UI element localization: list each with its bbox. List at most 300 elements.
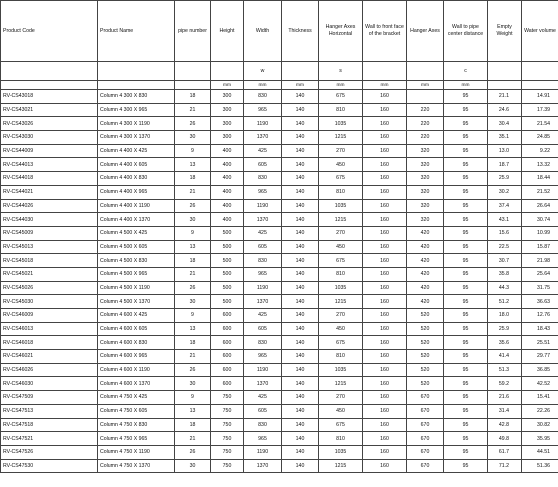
cell-hanger_h: 450 <box>319 158 363 172</box>
cell-pipes: 30 <box>175 213 211 227</box>
cell-width: 605 <box>244 240 282 254</box>
cell-code: RV-CS45013 <box>1 240 98 254</box>
cell-wall_pipe: 95 <box>444 172 488 186</box>
cell-hanger_h: 450 <box>319 404 363 418</box>
cell-name: Column 4 600 X 965 <box>98 350 175 364</box>
cell-thickness: 140 <box>282 158 319 172</box>
cell-water: 42.52 <box>522 377 558 391</box>
cell-code: RV-CS45026 <box>1 281 98 295</box>
cell-hanger_h: 1035 <box>319 117 363 131</box>
cell-width: 1370 <box>244 131 282 145</box>
table-row <box>1 281 558 295</box>
table-row <box>1 350 558 364</box>
cell-pipes: 21 <box>175 350 211 364</box>
cell-wall_bracket: 160 <box>363 131 407 145</box>
column-unit-code <box>1 81 98 90</box>
table-row <box>1 158 558 172</box>
cell-wall_pipe: 95 <box>444 226 488 240</box>
cell-water: 13.32 <box>522 158 558 172</box>
cell-hanger_h: 270 <box>319 391 363 405</box>
cell-wall_bracket: 160 <box>363 240 407 254</box>
column-unit-water <box>522 81 558 90</box>
cell-pipes: 21 <box>175 103 211 117</box>
column-header-height: Height <box>211 1 244 62</box>
cell-water: 36.85 <box>522 363 558 377</box>
table-row <box>1 226 558 240</box>
cell-wall_bracket: 160 <box>363 309 407 323</box>
cell-wall_pipe: 95 <box>444 377 488 391</box>
cell-name: Column 4 400 X 1370 <box>98 213 175 227</box>
cell-width: 1190 <box>244 117 282 131</box>
cell-wall_bracket: 160 <box>363 445 407 459</box>
cell-hanger_h: 1035 <box>319 363 363 377</box>
cell-pipes: 26 <box>175 363 211 377</box>
cell-pipes: 26 <box>175 281 211 295</box>
cell-width: 830 <box>244 172 282 186</box>
table-row <box>1 377 558 391</box>
cell-wall_pipe: 95 <box>444 185 488 199</box>
column-unit-hanger_axes: mm <box>407 81 444 90</box>
cell-width: 965 <box>244 185 282 199</box>
cell-pipes: 9 <box>175 391 211 405</box>
cell-height: 300 <box>211 117 244 131</box>
cell-height: 500 <box>211 267 244 281</box>
cell-height: 400 <box>211 158 244 172</box>
cell-thickness: 140 <box>282 172 319 186</box>
cell-wall_bracket: 160 <box>363 350 407 364</box>
column-symbol-weight <box>488 62 522 81</box>
table-row <box>1 336 558 350</box>
table-row <box>1 90 558 104</box>
cell-weight: 24.6 <box>488 103 522 117</box>
column-header-code: Product Code <box>1 1 98 62</box>
cell-wall_bracket: 160 <box>363 418 407 432</box>
column-header-hanger_axes: Hanger Axes <box>407 1 444 62</box>
cell-width: 965 <box>244 103 282 117</box>
cell-water: 14.91 <box>522 90 558 104</box>
cell-thickness: 140 <box>282 254 319 268</box>
column-unit-pipes <box>175 81 211 90</box>
cell-width: 1190 <box>244 281 282 295</box>
cell-wall_pipe: 95 <box>444 281 488 295</box>
cell-water: 21.52 <box>522 185 558 199</box>
cell-width: 1190 <box>244 363 282 377</box>
cell-thickness: 140 <box>282 295 319 309</box>
cell-hanger_axes: 520 <box>407 350 444 364</box>
cell-width: 605 <box>244 158 282 172</box>
cell-wall_bracket: 160 <box>363 281 407 295</box>
cell-hanger_axes: 520 <box>407 377 444 391</box>
cell-water: 22.26 <box>522 404 558 418</box>
cell-wall_bracket: 160 <box>363 267 407 281</box>
column-symbol-wall_pipe: c <box>444 62 488 81</box>
cell-thickness: 140 <box>282 377 319 391</box>
cell-name: Column 4 500 X 1370 <box>98 295 175 309</box>
cell-hanger_h: 675 <box>319 90 363 104</box>
cell-weight: 59.2 <box>488 377 522 391</box>
cell-water: 30.82 <box>522 418 558 432</box>
cell-width: 425 <box>244 309 282 323</box>
cell-hanger_axes: 220 <box>407 131 444 145</box>
cell-name: Column 4 600 X 1190 <box>98 363 175 377</box>
column-symbol-code <box>1 62 98 81</box>
cell-name: Column 4 750 X 1370 <box>98 459 175 473</box>
column-header-wall_bracket: Wall to front face of the bracket <box>363 1 407 62</box>
cell-weight: 22.5 <box>488 240 522 254</box>
cell-width: 830 <box>244 90 282 104</box>
cell-thickness: 140 <box>282 117 319 131</box>
cell-water: 18.43 <box>522 322 558 336</box>
cell-height: 500 <box>211 254 244 268</box>
cell-width: 1370 <box>244 213 282 227</box>
cell-wall_bracket: 160 <box>363 226 407 240</box>
cell-weight: 37.4 <box>488 199 522 213</box>
cell-height: 750 <box>211 391 244 405</box>
cell-pipes: 18 <box>175 90 211 104</box>
cell-water: 51.36 <box>522 459 558 473</box>
table-row <box>1 404 558 418</box>
cell-weight: 13.0 <box>488 144 522 158</box>
cell-thickness: 140 <box>282 350 319 364</box>
cell-hanger_h: 450 <box>319 322 363 336</box>
cell-water: 30.74 <box>522 213 558 227</box>
cell-weight: 18.7 <box>488 158 522 172</box>
cell-hanger_axes: 520 <box>407 309 444 323</box>
cell-hanger_axes: 420 <box>407 281 444 295</box>
cell-hanger_h: 1035 <box>319 199 363 213</box>
cell-hanger_h: 810 <box>319 267 363 281</box>
cell-hanger_axes: 420 <box>407 267 444 281</box>
cell-thickness: 140 <box>282 199 319 213</box>
cell-hanger_h: 810 <box>319 350 363 364</box>
column-symbol-wall_bracket <box>363 62 407 81</box>
cell-code: RV-CS45009 <box>1 226 98 240</box>
cell-height: 750 <box>211 459 244 473</box>
cell-water: 25.64 <box>522 267 558 281</box>
cell-hanger_axes: 320 <box>407 185 444 199</box>
cell-water: 35.95 <box>522 432 558 446</box>
cell-hanger_axes: 320 <box>407 199 444 213</box>
cell-weight: 51.2 <box>488 295 522 309</box>
table-row <box>1 144 558 158</box>
cell-pipes: 30 <box>175 459 211 473</box>
table-row <box>1 309 558 323</box>
table-row <box>1 185 558 199</box>
cell-wall_bracket: 160 <box>363 213 407 227</box>
cell-pipes: 26 <box>175 117 211 131</box>
cell-width: 1370 <box>244 377 282 391</box>
cell-wall_bracket: 160 <box>363 322 407 336</box>
cell-code: RV-CS44021 <box>1 185 98 199</box>
cell-wall_pipe: 95 <box>444 90 488 104</box>
cell-wall_bracket: 160 <box>363 103 407 117</box>
cell-height: 400 <box>211 185 244 199</box>
cell-pipes: 9 <box>175 144 211 158</box>
cell-name: Column 4 400 X 830 <box>98 172 175 186</box>
cell-code: RV-CS44013 <box>1 158 98 172</box>
cell-code: RV-CS43030 <box>1 131 98 145</box>
table-row <box>1 254 558 268</box>
cell-code: RV-CS46009 <box>1 309 98 323</box>
header-labels-row <box>1 1 558 62</box>
table-row <box>1 117 558 131</box>
header-units-row <box>1 81 558 90</box>
cell-weight: 35.6 <box>488 336 522 350</box>
cell-width: 1370 <box>244 295 282 309</box>
cell-name: Column 4 300 X 1370 <box>98 131 175 145</box>
cell-hanger_h: 270 <box>319 144 363 158</box>
cell-code: RV-CS46018 <box>1 336 98 350</box>
cell-weight: 25.9 <box>488 172 522 186</box>
cell-hanger_h: 1215 <box>319 131 363 145</box>
cell-hanger_axes: 220 <box>407 103 444 117</box>
cell-height: 600 <box>211 350 244 364</box>
cell-hanger_axes: 520 <box>407 336 444 350</box>
cell-name: Column 4 300 X 1190 <box>98 117 175 131</box>
cell-thickness: 140 <box>282 185 319 199</box>
column-header-thickness: Thickness <box>282 1 319 62</box>
cell-wall_pipe: 95 <box>444 404 488 418</box>
cell-pipes: 13 <box>175 322 211 336</box>
cell-name: Column 4 300 X 830 <box>98 90 175 104</box>
cell-name: Column 4 750 X 425 <box>98 391 175 405</box>
cell-thickness: 140 <box>282 103 319 117</box>
cell-width: 1190 <box>244 199 282 213</box>
cell-wall_bracket: 160 <box>363 432 407 446</box>
cell-wall_bracket: 160 <box>363 254 407 268</box>
cell-hanger_h: 270 <box>319 226 363 240</box>
cell-pipes: 9 <box>175 226 211 240</box>
cell-code: RV-CS44026 <box>1 199 98 213</box>
column-symbol-thickness <box>282 62 319 81</box>
cell-width: 1370 <box>244 459 282 473</box>
cell-hanger_axes: 420 <box>407 254 444 268</box>
table-row <box>1 172 558 186</box>
cell-hanger_axes: 670 <box>407 432 444 446</box>
cell-wall_bracket: 160 <box>363 90 407 104</box>
cell-height: 750 <box>211 404 244 418</box>
cell-water: 9.22 <box>522 144 558 158</box>
cell-pipes: 18 <box>175 418 211 432</box>
cell-hanger_axes: 670 <box>407 445 444 459</box>
cell-hanger_axes: 520 <box>407 363 444 377</box>
cell-water: 18.44 <box>522 172 558 186</box>
cell-water: 21.54 <box>522 117 558 131</box>
table-row <box>1 267 558 281</box>
table-row <box>1 103 558 117</box>
cell-wall_pipe: 95 <box>444 267 488 281</box>
cell-weight: 25.9 <box>488 322 522 336</box>
cell-hanger_axes: 670 <box>407 459 444 473</box>
cell-hanger_axes: 320 <box>407 158 444 172</box>
cell-hanger_h: 1215 <box>319 459 363 473</box>
column-symbol-width: w <box>244 62 282 81</box>
cell-thickness: 140 <box>282 213 319 227</box>
cell-hanger_h: 675 <box>319 336 363 350</box>
table-row <box>1 391 558 405</box>
cell-thickness: 140 <box>282 418 319 432</box>
cell-name: Column 4 600 X 1370 <box>98 377 175 391</box>
cell-water: 12.76 <box>522 309 558 323</box>
cell-weight: 30.2 <box>488 185 522 199</box>
cell-wall_pipe: 95 <box>444 199 488 213</box>
cell-code: RV-CS46026 <box>1 363 98 377</box>
cell-pipes: 21 <box>175 267 211 281</box>
cell-code: RV-CS47530 <box>1 459 98 473</box>
cell-hanger_axes: 670 <box>407 404 444 418</box>
cell-hanger_axes: 320 <box>407 172 444 186</box>
cell-width: 830 <box>244 336 282 350</box>
cell-pipes: 18 <box>175 336 211 350</box>
cell-weight: 43.1 <box>488 213 522 227</box>
cell-thickness: 140 <box>282 322 319 336</box>
cell-weight: 35.1 <box>488 131 522 145</box>
cell-thickness: 140 <box>282 445 319 459</box>
cell-hanger_h: 810 <box>319 185 363 199</box>
cell-water: 29.77 <box>522 350 558 364</box>
cell-wall_pipe: 95 <box>444 213 488 227</box>
cell-wall_pipe: 95 <box>444 254 488 268</box>
cell-wall_pipe: 95 <box>444 131 488 145</box>
cell-hanger_h: 810 <box>319 103 363 117</box>
cell-thickness: 140 <box>282 90 319 104</box>
table-body <box>1 90 558 473</box>
cell-code: RV-CS44009 <box>1 144 98 158</box>
table-row <box>1 445 558 459</box>
cell-wall_pipe: 95 <box>444 459 488 473</box>
cell-wall_pipe: 95 <box>444 418 488 432</box>
cell-wall_pipe: 95 <box>444 309 488 323</box>
cell-code: RV-CS44018 <box>1 172 98 186</box>
cell-weight: 21.1 <box>488 90 522 104</box>
cell-height: 300 <box>211 131 244 145</box>
table-row <box>1 295 558 309</box>
cell-water: 21.98 <box>522 254 558 268</box>
table-row <box>1 418 558 432</box>
column-header-hanger_h: Hanger Axes Horizontal <box>319 1 363 62</box>
cell-weight: 71.2 <box>488 459 522 473</box>
cell-width: 425 <box>244 144 282 158</box>
column-symbol-pipes <box>175 62 211 81</box>
cell-water: 17.39 <box>522 103 558 117</box>
cell-height: 500 <box>211 226 244 240</box>
cell-name: Column 4 750 X 830 <box>98 418 175 432</box>
cell-width: 425 <box>244 391 282 405</box>
cell-pipes: 13 <box>175 158 211 172</box>
cell-height: 400 <box>211 172 244 186</box>
cell-hanger_h: 1215 <box>319 295 363 309</box>
column-header-name: Product Name <box>98 1 175 62</box>
cell-thickness: 140 <box>282 432 319 446</box>
column-header-pipes: pipe number <box>175 1 211 62</box>
cell-wall_pipe: 95 <box>444 432 488 446</box>
cell-wall_bracket: 160 <box>363 459 407 473</box>
cell-height: 750 <box>211 418 244 432</box>
cell-pipes: 30 <box>175 295 211 309</box>
cell-name: Column 4 500 X 425 <box>98 226 175 240</box>
cell-weight: 61.7 <box>488 445 522 459</box>
cell-thickness: 140 <box>282 363 319 377</box>
cell-name: Column 4 500 X 1190 <box>98 281 175 295</box>
cell-code: RV-CS46021 <box>1 350 98 364</box>
cell-name: Column 4 500 X 830 <box>98 254 175 268</box>
cell-wall_bracket: 160 <box>363 144 407 158</box>
cell-height: 300 <box>211 103 244 117</box>
cell-wall_pipe: 95 <box>444 117 488 131</box>
cell-wall_pipe: 95 <box>444 363 488 377</box>
cell-code: RV-CS44030 <box>1 213 98 227</box>
cell-width: 605 <box>244 404 282 418</box>
cell-code: RV-CS47518 <box>1 418 98 432</box>
cell-pipes: 9 <box>175 309 211 323</box>
cell-name: Column 4 500 X 965 <box>98 267 175 281</box>
cell-water: 25.51 <box>522 336 558 350</box>
cell-hanger_h: 1215 <box>319 377 363 391</box>
cell-hanger_h: 810 <box>319 432 363 446</box>
cell-weight: 49.8 <box>488 432 522 446</box>
cell-height: 750 <box>211 432 244 446</box>
cell-wall_bracket: 160 <box>363 158 407 172</box>
cell-hanger_h: 1215 <box>319 213 363 227</box>
cell-width: 605 <box>244 322 282 336</box>
header-symbols-row <box>1 62 558 81</box>
cell-code: RV-CS43021 <box>1 103 98 117</box>
cell-name: Column 4 600 X 425 <box>98 309 175 323</box>
cell-weight: 30.7 <box>488 254 522 268</box>
column-unit-wall_pipe: mm <box>444 81 488 90</box>
cell-weight: 18.0 <box>488 309 522 323</box>
cell-thickness: 140 <box>282 240 319 254</box>
cell-wall_pipe: 95 <box>444 391 488 405</box>
cell-weight: 44.3 <box>488 281 522 295</box>
cell-hanger_axes: 420 <box>407 226 444 240</box>
cell-width: 965 <box>244 350 282 364</box>
cell-wall_pipe: 95 <box>444 240 488 254</box>
cell-width: 830 <box>244 254 282 268</box>
cell-code: RV-CS45021 <box>1 267 98 281</box>
cell-weight: 41.4 <box>488 350 522 364</box>
cell-weight: 31.4 <box>488 404 522 418</box>
cell-water: 24.85 <box>522 131 558 145</box>
cell-height: 600 <box>211 322 244 336</box>
cell-hanger_axes: 420 <box>407 240 444 254</box>
cell-name: Column 4 750 X 1190 <box>98 445 175 459</box>
column-symbol-water <box>522 62 558 81</box>
cell-code: RV-CS45018 <box>1 254 98 268</box>
cell-hanger_axes: 520 <box>407 322 444 336</box>
cell-weight: 42.8 <box>488 418 522 432</box>
cell-pipes: 26 <box>175 445 211 459</box>
column-symbol-hanger_h: s <box>319 62 363 81</box>
cell-hanger_axes: 420 <box>407 295 444 309</box>
cell-thickness: 140 <box>282 336 319 350</box>
column-header-water: Water volume <box>522 1 558 62</box>
table-row <box>1 432 558 446</box>
cell-wall_pipe: 95 <box>444 158 488 172</box>
cell-pipes: 21 <box>175 185 211 199</box>
cell-name: Column 4 750 X 605 <box>98 404 175 418</box>
cell-name: Column 4 750 X 965 <box>98 432 175 446</box>
column-symbol-hanger_axes <box>407 62 444 81</box>
cell-water: 26.64 <box>522 199 558 213</box>
cell-thickness: 140 <box>282 309 319 323</box>
cell-wall_bracket: 160 <box>363 391 407 405</box>
cell-wall_pipe: 95 <box>444 144 488 158</box>
cell-height: 400 <box>211 144 244 158</box>
table-row <box>1 213 558 227</box>
cell-width: 1190 <box>244 445 282 459</box>
cell-pipes: 26 <box>175 199 211 213</box>
